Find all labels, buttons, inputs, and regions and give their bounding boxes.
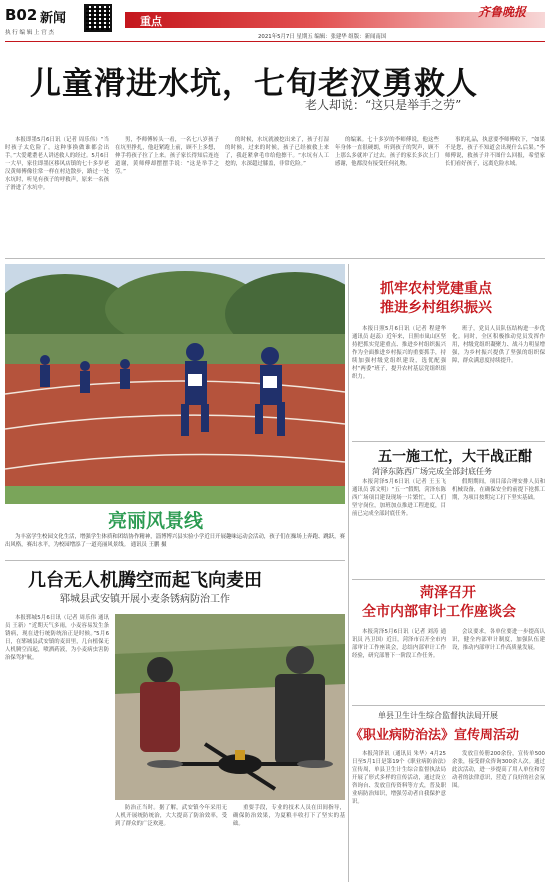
section-divider (5, 258, 545, 259)
story4-col2: 会议要求，各单位要进一步提高认识，健全内部审计制度，加强队伍建设，推动内部审计工作高质量发展。 (452, 629, 545, 651)
date-line: 2021年5月7日 星期五 编辑：张建华 组版：新闻南国 (258, 34, 387, 40)
story1-col5: 事的礼品，执意要李师傅收下，“如果不是您，孩子不知道会出现什么后果。”李师傅说，救孩子并不图什么回报，希望家长们看好孩子，远离危险水域。 (445, 137, 545, 167)
story6-headline: 《职业病防治法》宣传周活动 (350, 728, 520, 743)
brand-logo: 齐鲁晚报 (478, 5, 527, 19)
story2-headline: 抓牢农村党建重点 (380, 281, 492, 297)
story5-col1: 本报郓城5月6日讯（记者 周乐伟 通讯员 王新）“近期天气多雨，小麦容易发生条锈病，现在进行统防统治正是时候。”5月6日，在郓城县武安镇的麦田里，几台植保无人机腾空而起，喷洒药液，为小麦病虫害防治保驾护航。 (5, 615, 109, 661)
story1-col4: 的编案。七十多岁的李师傅说，他这些年身体一直很硬朗，听到孩子的哭声，顾不上那么多就冲了过去。孩子的家长多次上门感谢，他都没有接受任何礼物。 (335, 137, 439, 167)
story1-headline: 儿童滑进水坑，七旬老汉勇救人 (30, 66, 478, 102)
story3-col1: 本报菏泽5月6日讯（记者 王玉飞 通讯员 郭文明）“五一”假期，菏泽东陈西广场项目建设现场一片繁忙，工人们坚守岗位，加班加点推进工程进度，目前已完成全部封底任务。 (352, 479, 446, 517)
photo1-caption: 为丰富学生校园文化生活，增强学生体质和团结协作精神，淄博博兴县实验小学近日开展趣味运动会活动，孩子们在操场上奔跑、跳跃，赛出风格，赛出水平，为校园增添了一道亮丽风景线。 通讯员 王鹏 摄 (5, 534, 345, 548)
story1-col3: 的时候，水坑就被挖出来了，孩子打湿的时候，过来的时候，孩子已经被救上来了，我赶紧拿毛巾给他擦干。“水坑有人工挖的，水深超过膝盖，非常危险。” (225, 137, 329, 167)
qr-code[interactable] (84, 4, 112, 32)
masthead (0, 0, 550, 44)
story2-col1: 本报日照5月6日讯（记者 程建华 通讯员 赵蕊）近年来，日照市岚山区坚持把抓实党建重点、推进乡村组织振兴作为全面推进乡村振兴的重要抓手，持续加强村级党组织建设，选优配强村“两委”班子，提升农村基层党组织组织力。 (352, 326, 446, 380)
story5-headline: 几台无人机腾空而起飞向麦田 (28, 570, 262, 591)
banner-label: 重点 (140, 15, 162, 28)
section-divider (5, 560, 345, 561)
story1-col2: 男，李师傅转头一看，一名七八岁孩子在坑里挣扎，他赶紧跑上前，顾不上多想，伸手将孩子拉了上来。孩子家长得知后连连道谢，黄师傅却摆摆手说：“这是举手之劳。” (115, 137, 219, 175)
story6-col2: 发放宣传册200余份，宣传单500余张，接受群众咨询300余人次。通过此次活动，进一步提高了用人单位和劳动者的法律意识，营造了良好的社会氛围。 (452, 751, 545, 789)
story6-kicker: 单县卫生计生综合监督执法局开展 (378, 711, 498, 720)
masthead-divider (5, 41, 545, 42)
story5-col3: 重要手段，专业的技术人员在田间指导，确保防治效果，为夏粮丰收打下了坚实的基础。 (233, 805, 345, 827)
story2-col2: 班子，党员人员队伍结构进一步优化。同时，全区积极推动党员发挥作用，村级党组织凝聚力、战斗力明显增强，为乡村振兴提供了坚强的组织保障，群众满意度持续提升。 (452, 326, 545, 364)
story2-headline-line2: 推进乡村组织振兴 (380, 300, 492, 316)
story3-headline: 五一施工忙，大干战正酣 (378, 449, 532, 465)
section-divider (352, 441, 545, 442)
photo1-title: 亮丽风景线 (108, 510, 204, 532)
drone-photo (115, 614, 345, 800)
sports-photo-illustration (5, 264, 345, 504)
story1-col1: 本报即墨5月6日讯（记者 周乐伟）“当时孩子太危险了，这种事换做谁都会出手。”大爱耄耋老人讲述救人的经过。5月6日一大早，家住即墨区移风店镇的七十多岁老汉黄师傅像往常一样在村边散步，路过一处水坑时，听见有孩子的呼救声，原来一名孩子滑进了水坑中。 (5, 137, 109, 191)
story5-subhead: 郓城县武安镇开展小麦条锈病防治工作 (60, 594, 230, 605)
story1-subhead: 老人却说：“这只是举手之劳” (305, 98, 462, 112)
story4-headline: 菏泽召开 (420, 585, 476, 601)
sports-photo (5, 264, 345, 504)
story4-col1: 本报菏泽5月6日讯（记者 刘涛 通讯员 冯卫国）近日，菏泽市召开全市内部审计工作座谈会，总结内部审计工作经验，研究部署下一阶段工作任务。 (352, 629, 446, 659)
column-divider (348, 264, 349, 882)
story4-headline-line2: 全市内部审计工作座谈会 (362, 604, 516, 620)
story5-col2: 防治正当时。据了解，武安镇今年采用无人机开展统防统治，大大提高了防治效率，受到了群众的广泛欢迎。 (115, 805, 227, 827)
section-divider (352, 579, 545, 580)
editor-line: 执 行 编 辑 上 官 杰 (5, 30, 54, 36)
section-name: 新闻 (40, 11, 67, 26)
page-number: B02 (5, 6, 38, 24)
drone-photo-illustration (115, 614, 345, 800)
section-divider (352, 705, 545, 706)
story3-subhead: 菏泽东陈西广场完成全部封底任务 (372, 467, 492, 476)
story3-col2: 假期期间，项目部合理安排人员和机械设备，在确保安全的前提下抢抓工期，为项目按期完工打下坚实基础。 (452, 479, 545, 501)
story6-col1: 本报菏泽讯（通讯员 朱华）4月25日至5月1日是第19个《职业病防治法》宣传周，单县卫生计生综合监督执法局开展了形式多样的宣传活动，通过设立咨询台、发放宣传资料等方式，普及职业病防治知识，增强劳动者自我保护意识。 (352, 751, 446, 805)
